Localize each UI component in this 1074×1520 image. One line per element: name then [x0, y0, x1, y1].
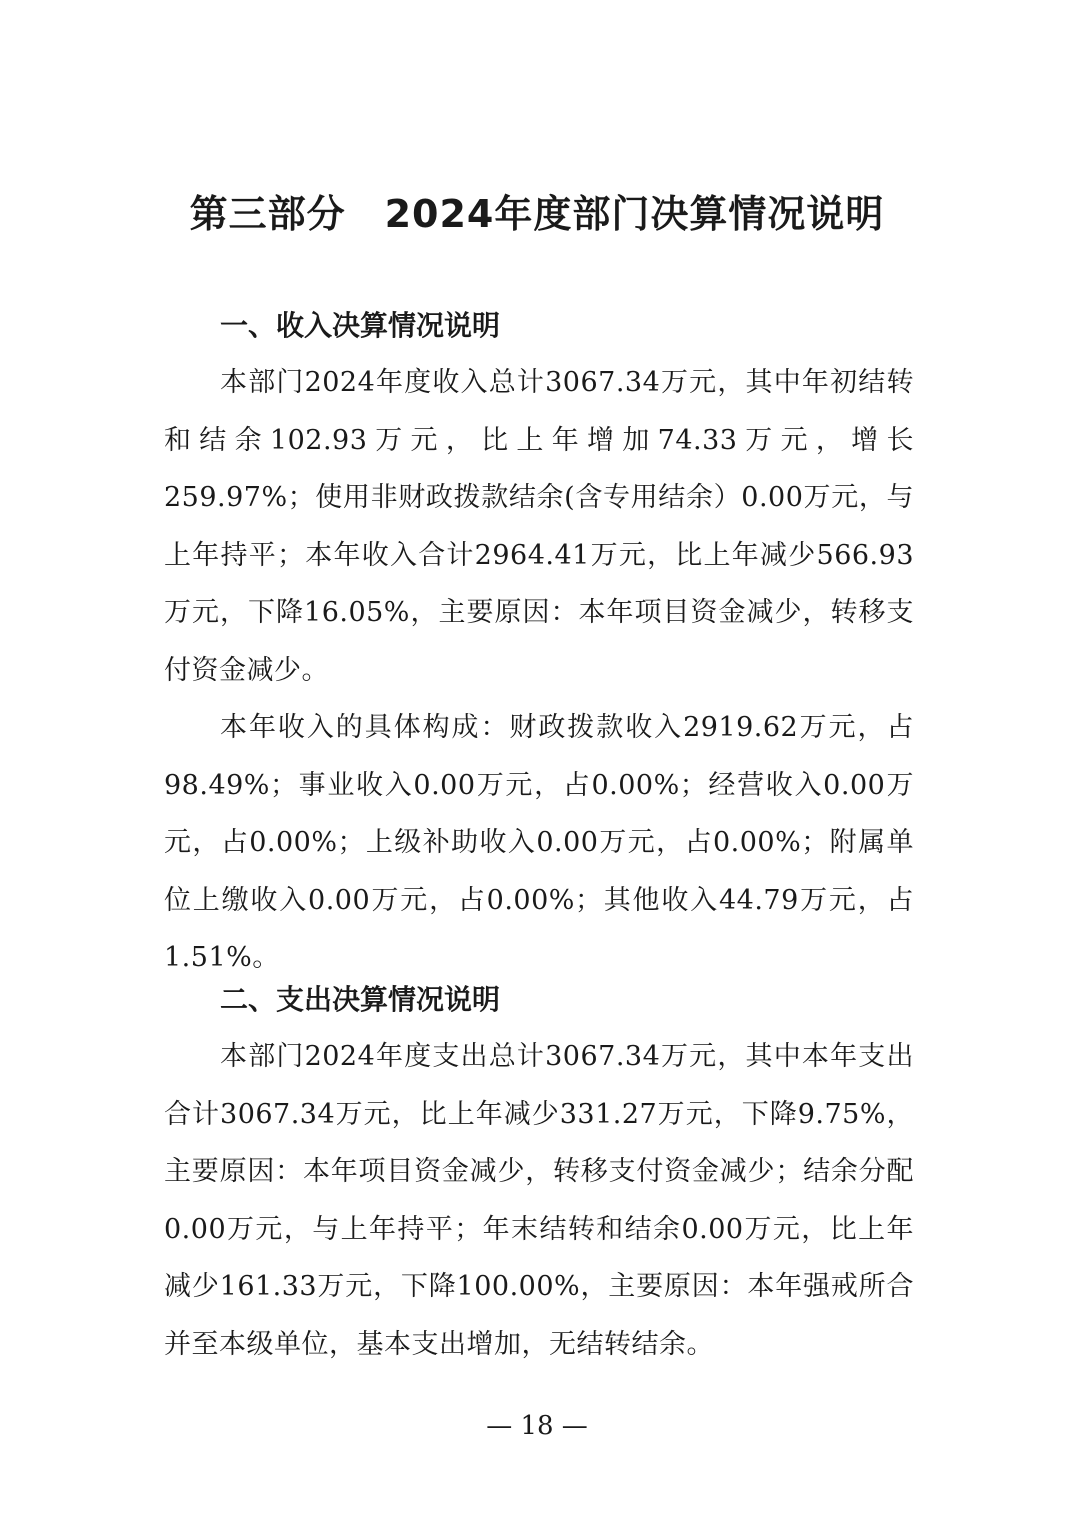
section-income [164, 306, 914, 987]
page-title: 第三部分 2024年度部门决算情况说明 [189, 192, 885, 236]
paragraph-income-total: 本部门2024年度收入总计3067.34万元，其中年初结转和结余102.93万元，比上年增加74.33万元，增长259.97%；使用非财政拨款结余(含专用结余）0.00万元，与上年持平；本年收入合计2964.41万元，比上年减少566.93万元，下降16.05%，主要原因：本年项目资金减少，转移支付资金减少。 [164, 367, 914, 686]
page-number: — 18 — [486, 1411, 588, 1441]
paragraph-expenditure-total: 本部门2024年度支出总计3067.34万元，其中本年支出合计3067.34万元，比上年减少331.27万元，下降9.75%，主要原因：本年项目资金减少，转移支付资金减少；结余分配0.00万元，与上年持平；年末结转和结余0.00万元，比上年减少161.33万元，下降100.00%，主要原因：本年强戒所合并至本级单位，基本支出增加，无结转结余。 [164, 1041, 914, 1360]
section-heading-expenditure: 二、支出决算情况说明 [220, 983, 501, 1016]
paragraph-income-composition: 本年收入的具体构成：财政拨款收入2919.62万元，占98.49%；事业收入0.00万元，占0.00%；经营收入0.00万元，占0.00%；上级补助收入0.00万元，占0.00%；附属单位上缴收入0.00万元，占0.00%；其他收入44.79万元，占1.51%。 [164, 712, 914, 973]
section-expenditure [164, 980, 914, 1373]
section-heading-income: 一、收入决算情况说明 [220, 309, 501, 342]
